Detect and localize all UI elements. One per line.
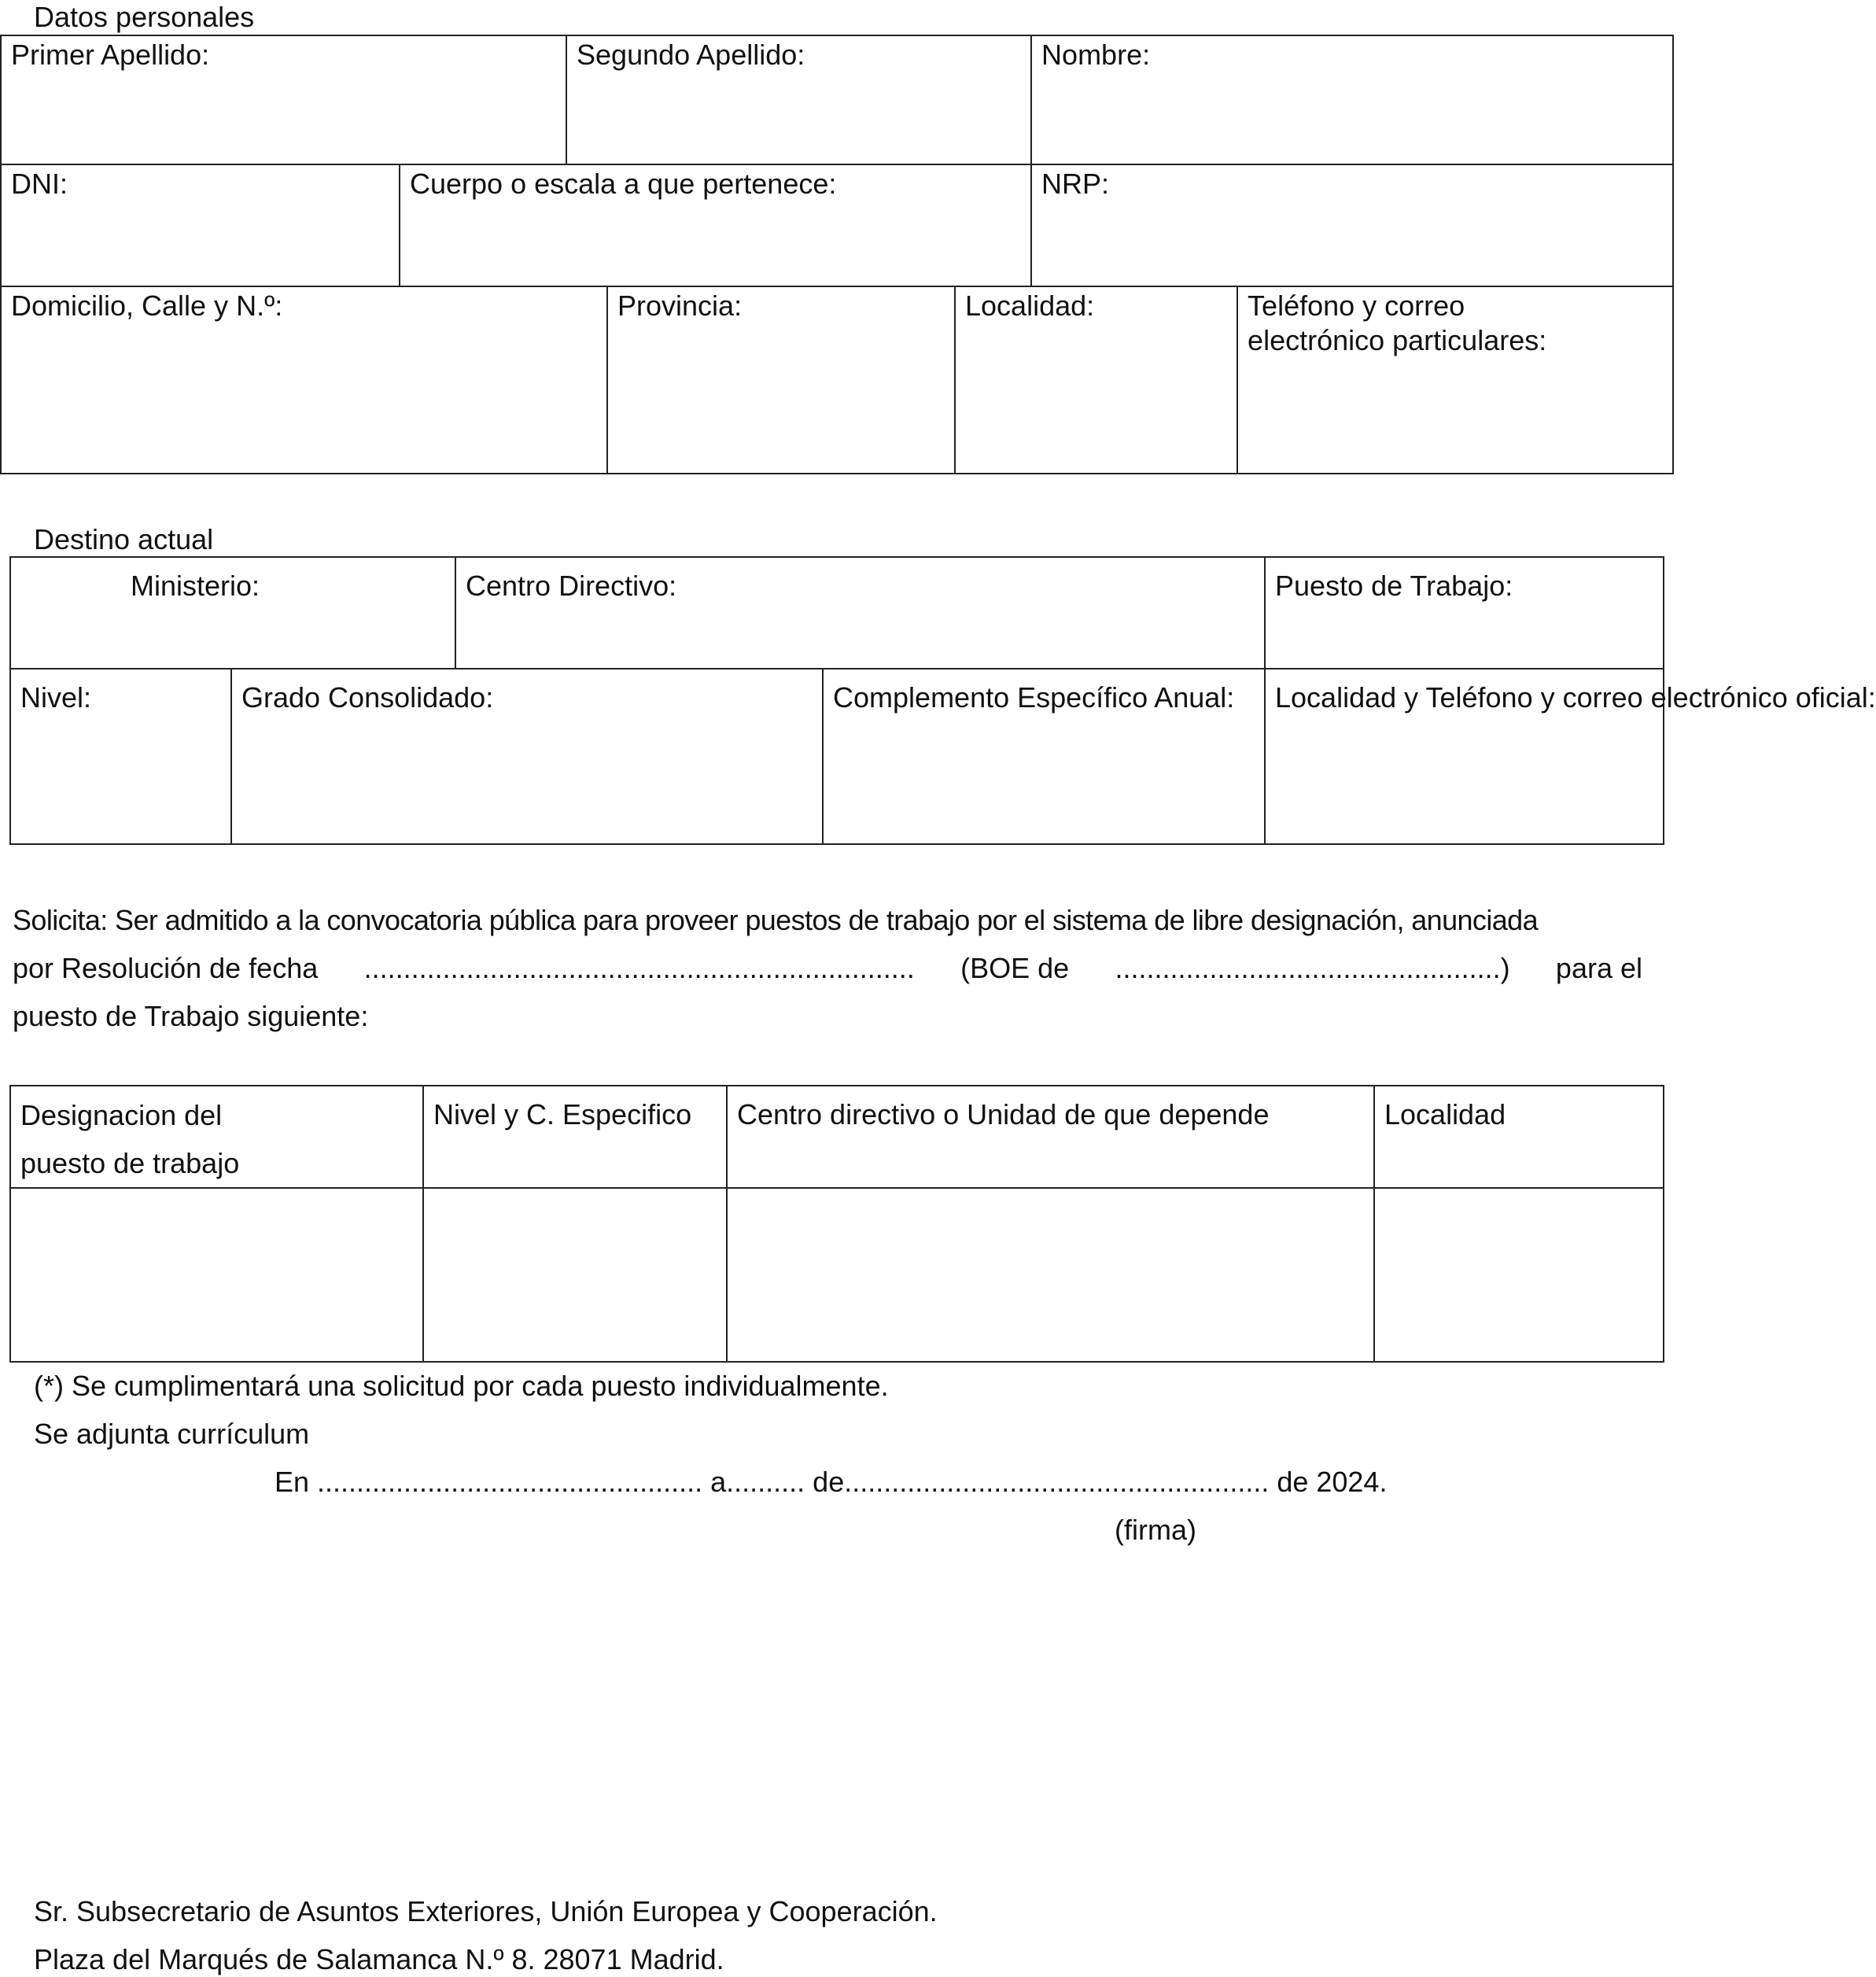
- localidad-label: Localidad:: [965, 290, 1095, 322]
- provincia-field[interactable]: [607, 286, 955, 474]
- primer-apellido-field[interactable]: [1, 35, 566, 164]
- segundo-apellido-label: Segundo Apellido:: [577, 39, 805, 71]
- nivel-especifico-label: Nivel y C. Especifico: [433, 1098, 692, 1131]
- solicita-line3: puesto de Trabajo siguiente:: [13, 1000, 369, 1032]
- curriculum-note: Se adjunta currículum: [34, 1418, 310, 1450]
- segundo-apellido-field[interactable]: [566, 35, 1031, 164]
- designacion-cell[interactable]: [10, 1188, 423, 1362]
- localidad-header: [1374, 1086, 1664, 1188]
- primer-apellido-label: Primer Apellido:: [11, 39, 210, 71]
- designacion-header-line2: puesto de trabajo: [20, 1147, 240, 1179]
- nivel-especifico-header: [423, 1086, 727, 1188]
- solicita-line2: [13, 951, 1642, 986]
- cuerpo-escala-field[interactable]: [400, 164, 1031, 286]
- solicita-line1: Solicita: Ser admitido a la convocatoria pública para proveer puestos de trabajo por el sistema de libre designación, anunciada: [13, 904, 1538, 936]
- puesto-trabajo-field[interactable]: [1265, 557, 1664, 669]
- localidad-telefono-oficial-label: Localidad y Teléfono y correo electrónico oficial:: [1275, 681, 1876, 714]
- nota-solicitud: (*) Se cumplimentará una solicitud por cada puesto individualmente.: [34, 1370, 889, 1402]
- localidad-telefono-oficial-field[interactable]: [1265, 669, 1876, 844]
- centro-unidad-label: Centro directivo o Unidad de que depende: [737, 1098, 1270, 1131]
- lugar-fecha-line[interactable]: En ................................................. a.......... de...................................................... de 2024.: [275, 1466, 1388, 1498]
- ministerio-label: Ministerio:: [131, 570, 260, 602]
- dni-field[interactable]: [1, 164, 400, 286]
- centro-directivo-field[interactable]: [455, 557, 1265, 669]
- resolucion-fecha-dots[interactable]: ......................................................................: [363, 952, 915, 984]
- telefono-correo-particular-field[interactable]: [1237, 286, 1673, 474]
- destino-actual-table: [9, 556, 1876, 845]
- domicilio-field[interactable]: [1, 286, 607, 474]
- puesto-solicitado-table: [9, 1085, 1664, 1363]
- nrp-field[interactable]: [1031, 164, 1673, 286]
- localidad-field[interactable]: [955, 286, 1237, 474]
- firma-label: (firma): [1115, 1514, 1196, 1546]
- complemento-especifico-field[interactable]: [823, 669, 1265, 844]
- boe-label: (BOE de: [960, 952, 1070, 984]
- telefono-label-line2: electrónico particulares:: [1248, 324, 1547, 356]
- nombre-field[interactable]: [1031, 35, 1673, 164]
- datos-personales-table: [0, 35, 1674, 474]
- puesto-trabajo-label: Puesto de Trabajo:: [1275, 570, 1513, 602]
- telefono-label-line1: Teléfono y correo: [1248, 290, 1465, 322]
- localidad-cell[interactable]: [1374, 1188, 1664, 1362]
- localidad-header-label: Localidad: [1384, 1098, 1506, 1131]
- nivel-especifico-cell[interactable]: [423, 1188, 727, 1362]
- destino-actual-heading: Destino actual: [34, 523, 214, 555]
- provincia-label: Provincia:: [617, 290, 743, 322]
- dni-label: DNI:: [11, 168, 68, 200]
- direccion: Plaza del Marqués de Salamanca N.º 8. 28071 Madrid.: [34, 1943, 724, 1975]
- centro-unidad-cell[interactable]: [727, 1188, 1374, 1362]
- nrp-label: NRP:: [1041, 168, 1110, 200]
- nombre-label: Nombre:: [1041, 39, 1151, 71]
- grado-consolidado-label: Grado Consolidado:: [241, 681, 494, 714]
- centro-unidad-header: [727, 1086, 1374, 1188]
- designacion-header: [10, 1086, 423, 1188]
- grado-consolidado-field[interactable]: [231, 669, 823, 844]
- nivel-field[interactable]: [10, 669, 231, 844]
- destinatario: Sr. Subsecretario de Asuntos Exteriores, Unión Europea y Cooperación.: [34, 1895, 938, 1927]
- resolucion-fecha-label: por Resolución de fecha: [13, 952, 319, 984]
- datos-personales-heading: Datos personales: [34, 1, 255, 33]
- para-el-label: para el: [1555, 952, 1642, 984]
- centro-directivo-label: Centro Directivo:: [466, 570, 677, 602]
- domicilio-label: Domicilio, Calle y N.º:: [11, 290, 283, 322]
- designacion-header-line1: Designacion del: [20, 1099, 223, 1131]
- boe-fecha-dots[interactable]: .................................................): [1115, 952, 1510, 984]
- ministerio-field[interactable]: [10, 557, 455, 669]
- cuerpo-escala-label: Cuerpo o escala a que pertenece:: [410, 168, 837, 200]
- complemento-especifico-label: Complemento Específico Anual:: [833, 681, 1235, 714]
- nivel-label: Nivel:: [20, 681, 92, 714]
